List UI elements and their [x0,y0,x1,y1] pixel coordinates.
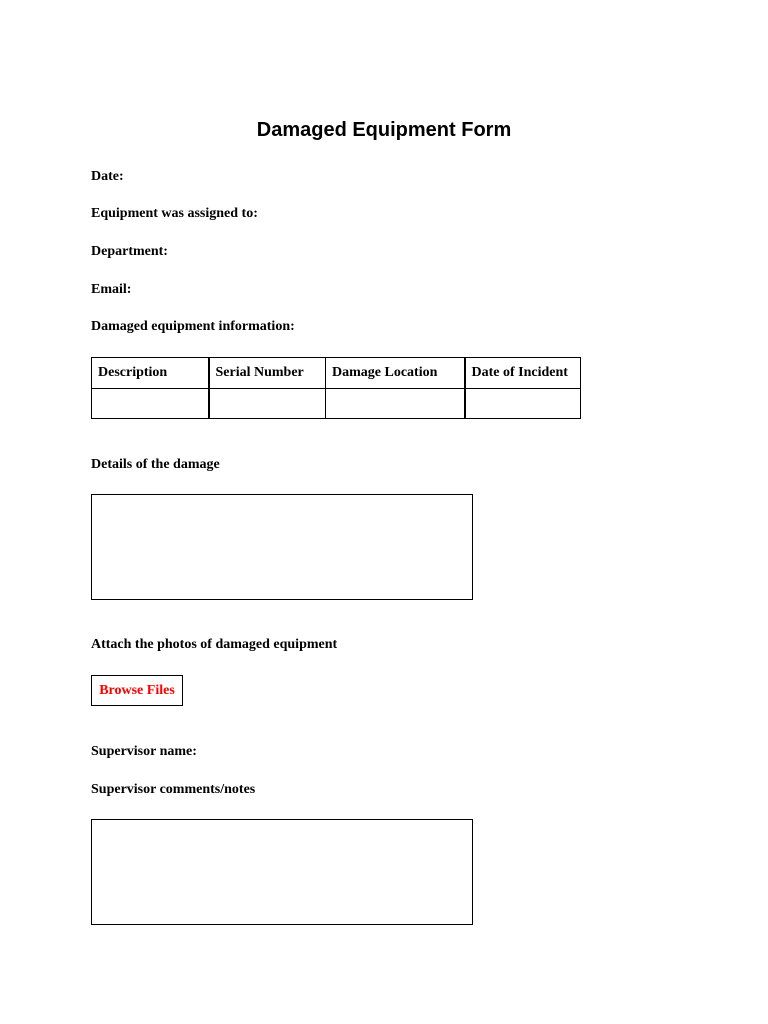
page-title: Damaged Equipment Form [256,119,512,141]
supervisor-name-label: Supervisor name: [91,744,197,759]
column-header-serial-number: Serial Number [209,358,326,389]
supervisor-notes-textarea[interactable] [91,819,473,925]
attach-photos-label: Attach the photos of damaged equipment [91,637,338,652]
assigned-to-label: Equipment was assigned to: [91,206,258,221]
serial-number-cell[interactable] [209,389,326,419]
damage-details-label: Details of the damage [91,457,220,472]
table-header-row [92,358,581,389]
supervisor-notes-label: Supervisor comments/notes [91,782,256,797]
date-of-incident-cell[interactable] [465,389,581,419]
browse-files-button[interactable]: Browse Files [91,675,183,706]
column-header-description: Description [92,358,209,389]
email-label: Email: [91,282,132,297]
column-header-damage-location: Damage Location [326,358,465,389]
equipment-info-label: Damaged equipment information: [91,319,295,334]
damage-details-textarea[interactable] [91,494,473,600]
department-label: Department: [91,244,168,259]
column-header-date-of-incident: Date of Incident [465,358,581,389]
description-cell[interactable] [92,389,209,419]
damage-location-cell[interactable] [326,389,465,419]
table-row [92,389,581,419]
date-label: Date: [91,169,124,184]
equipment-table [91,357,581,419]
